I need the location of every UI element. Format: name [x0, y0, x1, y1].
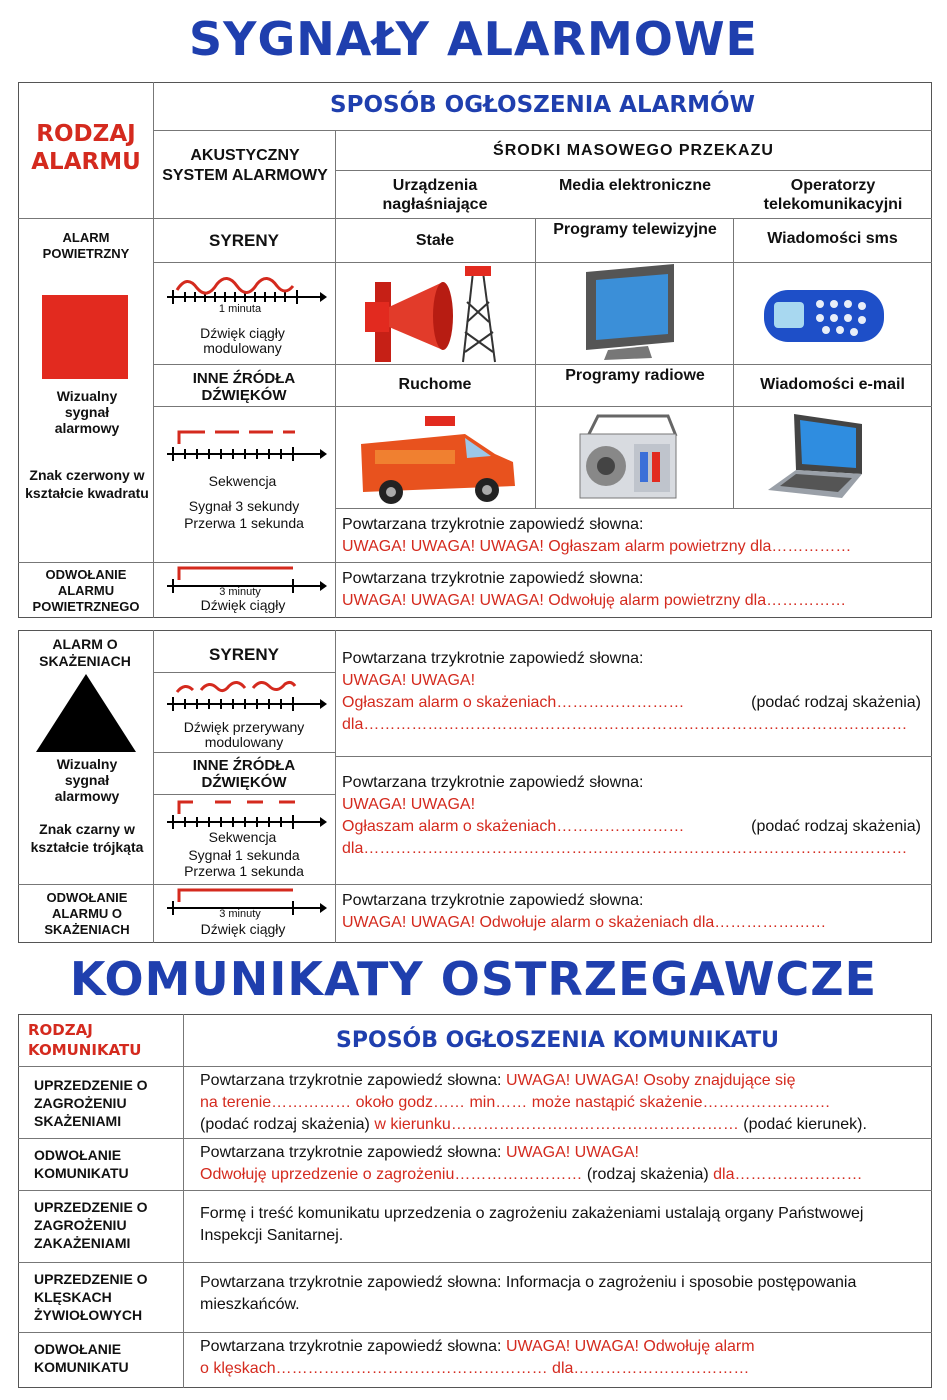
- phone-image: [760, 280, 890, 350]
- siren-tower-image: [365, 262, 515, 364]
- programy-radio-label: Programy radiowe: [565, 367, 705, 384]
- kom-row-label-4: UPRZEDZENIE O KLĘSKACH ŻYWIOŁOWYCH: [34, 1271, 148, 1323]
- odwolanie-pow-line1: Powtarzana trzykrotnie zapowiedź słowna:: [342, 570, 644, 587]
- kom-row-text-5: Powtarzana trzykrotnie zapowiedź słowna: UWAGA! UWAGA! Odwołuję alarm o klęskach…………………………………………… dla……………………………: [200, 1338, 755, 1377]
- kom-r2-red3: dla: [713, 1166, 735, 1183]
- kom-r1-red6: w kierunku: [374, 1116, 451, 1133]
- przerwa-1-label: Przerwa 1 sekunda: [184, 515, 304, 531]
- kom-r5-red2: o klęskach: [200, 1360, 276, 1377]
- alarm-powietrzny-label: ALARM POWIETRZNY: [42, 230, 130, 261]
- zapowiedz-pow-line1: Powtarzana trzykrotnie zapowiedź słowna:: [342, 516, 644, 533]
- laptop-image: [766, 410, 876, 502]
- akustyczny-header: AKUSTYCZNY SYSTEM ALARMOWY: [162, 147, 328, 184]
- odwolanie-pow-text: Powtarzana trzykrotnie zapowiedź słowna: UWAGA! UWAGA! UWAGA! Odwołuję alarm powietrzny dla……………: [342, 568, 927, 612]
- kom-r2-black: Powtarzana trzykrotnie zapowiedź słowna:: [200, 1144, 502, 1161]
- syreny-label-1: SYRENY: [209, 231, 279, 250]
- inne-zrodla-label-1: INNE ŹRÓDŁA DŹWIĘKÓW: [192, 370, 296, 404]
- ogloszenie-skazenia-2-podac: (podać rodzaj skażenia): [751, 818, 921, 835]
- rodzaj-alarmu-header: RODZAJ ALARMU: [31, 121, 141, 175]
- wave-sequence-icon-2: [165, 796, 325, 832]
- sygnal-3-label: Sygnał 3 sekundy: [188, 498, 300, 514]
- main-title: SYGNAŁY ALARMOWE: [189, 12, 758, 66]
- sposob-komunikatu-header: SPOSÓB OGŁOSZENIA KOMUNIKATU: [336, 1028, 779, 1053]
- sekwencja-label-1: Sekwencja: [208, 473, 277, 489]
- sposob-alarmow-header: SPOSÓB OGŁOSZENIA ALARMÓW: [330, 92, 755, 118]
- kom-r1-red3: około godz: [355, 1094, 434, 1111]
- kom-row-text-1: Powtarzana trzykrotnie zapowiedź słowna: UWAGA! UWAGA! Osoby znajdujące się na terenie…………… około godz…… min…… może nastąpić skażenie…………………… (podać rodzaj skażenia) w kierunku……………………………………………… (podać kierunek).: [200, 1072, 867, 1133]
- stale-label: Stałe: [415, 232, 455, 249]
- kom-r2-red1: UWAGA! UWAGA!: [505, 1144, 639, 1161]
- ogloszenie-skazenia-1-dla: dla: [342, 716, 364, 733]
- wizualny-label-1: Wizualny sygnał alarmowy: [54, 388, 120, 436]
- rodzaj-komunikatu-header: RODZAJ KOMUNIKATU: [28, 1021, 142, 1059]
- odwolanie-skaz-text: Powtarzana trzykrotnie zapowiedź słowna: UWAGA! UWAGA! Odwołuje alarm o skażeniach dla…………………: [342, 890, 927, 934]
- kom-row-text-3: Formę i treść komunikatu uprzedzenia o zagrożeniu zakażeniami ustalają organy Państwowej Inspekcji Sanitarnej.: [200, 1205, 864, 1244]
- kom-r1-red1: UWAGA! UWAGA! Osoby znajdujące się: [505, 1072, 796, 1089]
- ogloszenie-skazenia-1-red: Ogłaszam alarm o skażeniach: [342, 694, 557, 711]
- ogloszenie-skazenia-2-line1: Powtarzana trzykrotnie zapowiedź słowna:: [342, 774, 644, 791]
- ruchome-label: Ruchome: [398, 376, 472, 393]
- programy-tv-label: Programy telewizyjne: [553, 221, 717, 238]
- second-title: KOMUNIKATY OSTRZEGAWCZE: [69, 952, 878, 1006]
- odwolanie-skaz-red: UWAGA! UWAGA! Odwołuje alarm o skażeniach dla: [342, 914, 715, 931]
- kom-r5-red3: dla: [552, 1360, 574, 1377]
- radio-image: [578, 416, 678, 500]
- col-naglasniajace: Urządzenia nagłaśniające: [382, 177, 488, 213]
- kom-row-text-2: Powtarzana trzykrotnie zapowiedź słowna: UWAGA! UWAGA! Odwołuję uprzedzenie o zagrożeniu…………………… (rodzaj skażenia) dla……………………: [200, 1144, 863, 1183]
- inne-zrodla-label-2: INNE ŹRÓDŁA DŹWIĘKÓW: [192, 757, 296, 791]
- sekwencja-label-2: Sekwencja: [208, 829, 277, 845]
- ogloszenie-skazenia-2-dla: dla: [342, 840, 364, 857]
- kom-r1-red2: na terenie: [200, 1094, 272, 1111]
- minuta-label: 1 minuta: [218, 303, 262, 315]
- ogloszenie-skazenia-2-red: Ogłaszam alarm o skażeniach: [342, 818, 557, 835]
- kom-r1-black: Powtarzana trzykrotnie zapowiedź słowna:: [200, 1072, 502, 1089]
- odwolanie-skaz-line1: Powtarzana trzykrotnie zapowiedź słowna:: [342, 892, 644, 909]
- odwolanie-skaz-label: ODWOŁANIE ALARMU O SKAŻENIACH: [44, 890, 130, 937]
- dzwiek-ciagly-mod-label: Dźwięk ciągły modulowany: [200, 325, 285, 356]
- alarm-skazenia-label: ALARM O SKAŻENIACH: [39, 636, 131, 669]
- red-square-sign: [42, 295, 128, 379]
- srodki-header: ŚRODKI MASOWEGO PRZEKAZU: [493, 142, 774, 159]
- ogloszenie-skazenia-1-uwaga: UWAGA! UWAGA!: [342, 672, 476, 689]
- znak-czerwony-label: Znak czerwony w kształcie kwadratu: [25, 467, 149, 501]
- dzwiek-ciagly-label-2: Dźwięk ciągły: [200, 921, 286, 937]
- sms-label: Wiadomości sms: [767, 230, 898, 247]
- ogloszenie-skazenia-2: Powtarzana trzykrotnie zapowiedź słowna: UWAGA! UWAGA! Ogłaszam alarm o skażeniach…………………… (podać rodzaj skażenia) dla…………………………………………………………………………………………: [342, 772, 927, 860]
- wave-interrupted-icon: [165, 676, 325, 716]
- sygnal-1-label: Sygnał 1 sekunda: [188, 847, 300, 863]
- znak-czarny-label: Znak czarny w kształcie trójkąta: [30, 821, 144, 855]
- kom-row-label-2: ODWOŁANIE KOMUNIKATU: [34, 1147, 129, 1181]
- kom-r1-black3: (podać kierunek).: [743, 1116, 867, 1133]
- kom-r5-black: Powtarzana trzykrotnie zapowiedź słowna:: [200, 1338, 502, 1355]
- col-operatorzy: Operatorzy telekomunikacyjni: [763, 177, 903, 213]
- kom-row-label-1: UPRZEDZENIE O ZAGROŻENIU SKAŻENIAMI: [34, 1077, 148, 1129]
- odwolanie-pow-red: UWAGA! UWAGA! UWAGA! Odwołuję alarm powietrzny dla: [342, 592, 767, 609]
- kom-row-text-4: Powtarzana trzykrotnie zapowiedź słowna: Informacja o zagrożeniu i sposobie postępowania mieszkańców.: [200, 1274, 857, 1313]
- ogloszenie-skazenia-2-uwaga: UWAGA! UWAGA!: [342, 796, 476, 813]
- wizualny-label-2: Wizualny sygnał alarmowy: [54, 756, 120, 804]
- ogloszenie-skazenia-1-podac: (podać rodzaj skażenia): [751, 694, 921, 711]
- minuty-3-label-2: 3 minuty: [219, 908, 261, 920]
- dzwiek-ciagly-label-1: Dźwięk ciągły: [200, 597, 286, 613]
- truck-image: [355, 414, 520, 504]
- ogloszenie-skazenia-1: Powtarzana trzykrotnie zapowiedź słowna: UWAGA! UWAGA! Ogłaszam alarm o skażeniach…………………… (podać rodzaj skażenia) dla…………………………………………………………………………………………: [342, 648, 927, 736]
- dzwiek-przerywany-label: Dźwięk przerywany modulowany: [183, 719, 305, 750]
- odwolanie-pow-label: ODWOŁANIE ALARMU POWIETRZNEGO: [32, 567, 140, 614]
- minuty-3-label-1: 3 minuty: [219, 586, 261, 598]
- ogloszenie-skazenia-1-line1: Powtarzana trzykrotnie zapowiedź słowna:: [342, 650, 644, 667]
- kom-r1-black2: (podać rodzaj skażenia): [200, 1116, 370, 1133]
- kom-row-label-5: ODWOŁANIE KOMUNIKATU: [34, 1341, 129, 1375]
- email-label: Wiadomości e-mail: [760, 376, 905, 393]
- kom-row-label-3: UPRZEDZENIE O ZAGROŻENIU ZAKAŻENIAMI: [34, 1199, 148, 1251]
- kom-r2-black2: (rodzaj skażenia): [586, 1166, 709, 1183]
- kom-r1-red4: min: [469, 1094, 496, 1111]
- col-media: Media elektroniczne: [558, 177, 712, 194]
- wave-sequence-icon: [165, 422, 325, 467]
- kom-r1-red5: może nastąpić skażenie: [531, 1094, 703, 1111]
- black-triangle-sign: [36, 674, 136, 752]
- przerwa-1b-label: Przerwa 1 sekunda: [184, 863, 304, 879]
- kom-r5-red1: UWAGA! UWAGA! Odwołuję alarm: [505, 1338, 755, 1355]
- zapowiedz-pow: Powtarzana trzykrotnie zapowiedź słowna: UWAGA! UWAGA! UWAGA! Ogłaszam alarm powietrzny dla……………: [342, 514, 927, 558]
- syreny-label-2: SYRENY: [209, 645, 279, 664]
- tv-image: [578, 264, 688, 360]
- zapowiedz-pow-red: UWAGA! UWAGA! UWAGA! Ogłaszam alarm powietrzny dla: [342, 538, 772, 555]
- kom-r2-red2: Odwołuję uprzedzenie o zagrożeniu: [200, 1166, 455, 1183]
